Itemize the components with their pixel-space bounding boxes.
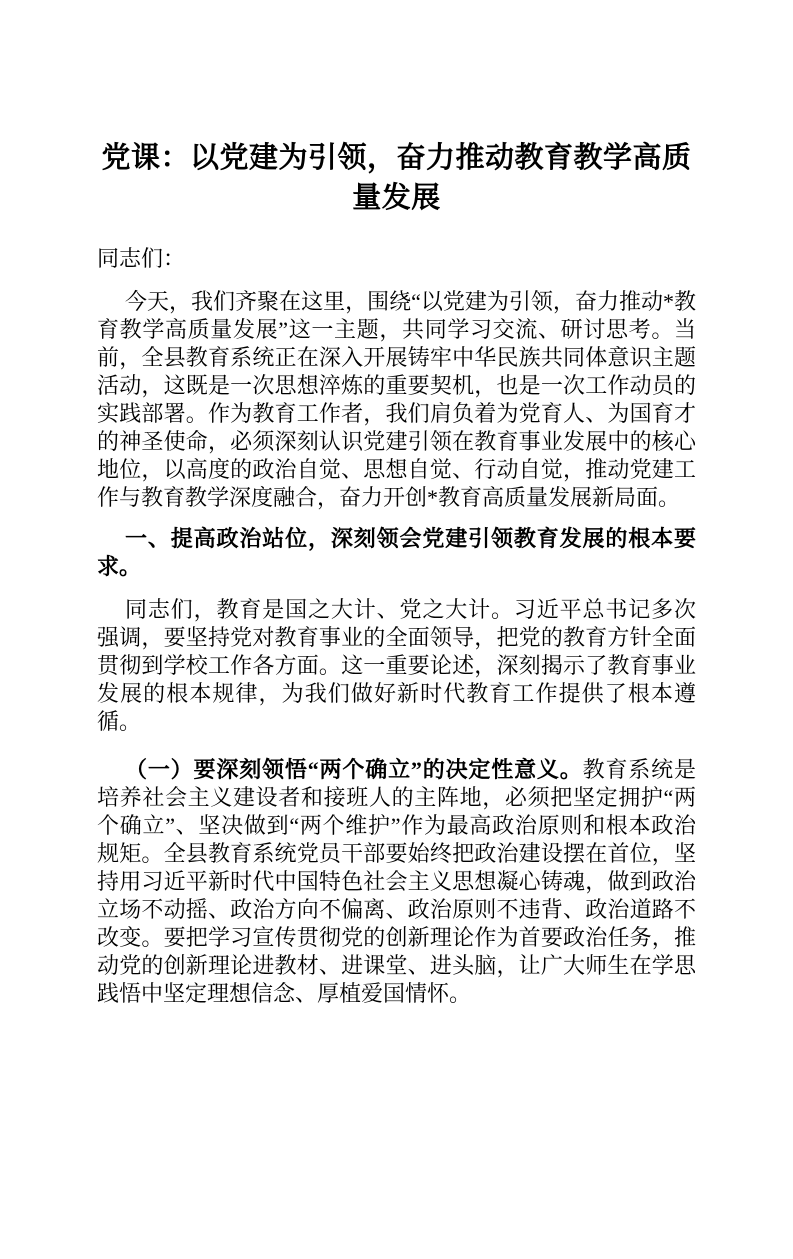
paragraph-point1 xyxy=(97,756,696,1008)
paragraph-point1-lead: （一）要深刻领悟“两个确立”的决定性意义。 xyxy=(125,757,583,782)
section-heading-1: 一、提高政治站位，深刻领会党建引领教育发展的根本要求。 xyxy=(97,526,696,579)
document-title: 党课：以党建为引领，奋力推动教育教学高质量发展 xyxy=(101,142,692,214)
document-page xyxy=(0,138,793,1259)
salutation: 同志们： xyxy=(97,246,186,271)
paragraph-section1-body: 同志们，教育是国之大计、党之大计。习近平总书记多次强调，要坚持党对教育事业的全面领导，把党的教育方针全面贯彻到学校工作各方面。这一重要论述，深刻揭示了教育事业发展的根本规律，为我们做好新时代教育工作提供了根本遵循。 xyxy=(97,597,696,734)
paragraph-opening: 今天，我们齐聚在这里，围绕“以党建为引领，奋力推动*教育教学高质量发展”这一主题，共同学习交流、研讨思考。当前，全县教育系统正在深入开展铸牢中华民族共同体意识主题活动，这既是一次思想淬炼的重要契机，也是一次工作动员的实践部署。作为教育工作者，我们肩负着为党育人、为国育才的神圣使命，必须深刻认识党建引领在教育事业发展中的核心地位，以高度的政治自觉、思想自觉、行动自觉，推动党建工作与教育教学深度融合，奋力开创*教育高质量发展新局面。 xyxy=(97,289,696,510)
paragraph-point1-text: 教育系统是培养社会主义建设者和接班人的主阵地，必须把坚定拥护“两个确立”、坚决做到“两个维护”作为最高政治原则和根本政治规矩。全县教育系统党员干部要始终把政治建设摆在首位，坚持用习近平新时代中国特色社会主义思想凝心铸魂，做到政治立场不动摇、政治方向不偏离、政治原则不违背、政治道路不改变。要把学习宣传贯彻党的创新理论作为首要政治任务，推动党的创新理论进教材、进课堂、进头脑，让广大师生在学思践悟中坚定理想信念、厚植爱国情怀。 xyxy=(97,757,696,1006)
